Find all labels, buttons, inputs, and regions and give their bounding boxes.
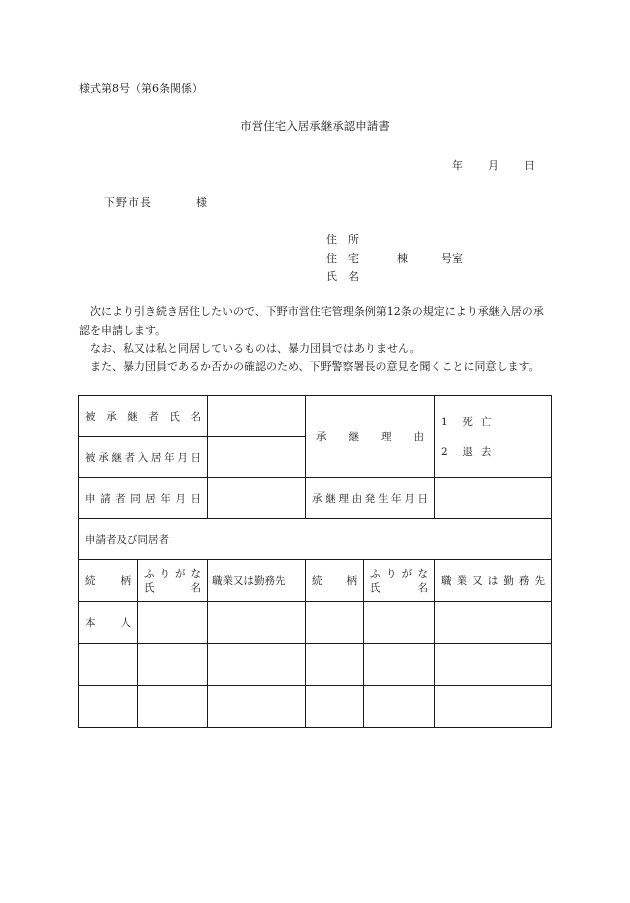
reason-date-label: 承 継 理 由 発 生 年 月 日 [306, 478, 435, 519]
form-number: 様式第8号（第6条関係） [79, 82, 203, 95]
body-paragraph-2: なお、私又は私と同居しているものは、暴力団員ではありません。 [79, 342, 421, 355]
building-label: 棟 [397, 252, 408, 265]
col-furigana-name: ふ り が な 氏 名 [138, 560, 208, 602]
successor-name-label: 被 承 継 者 氏 名 [79, 396, 208, 437]
table-cell[interactable] [435, 686, 552, 728]
addressee-name: 下野市長 [104, 196, 152, 209]
table-cell[interactable] [208, 644, 306, 686]
body-paragraph-3: また、暴力団員であるか否かの確認のため、下野警察署長の意見を聞くことに同意します。 [79, 360, 540, 373]
col-relation: 続 柄 [79, 560, 138, 602]
reason-options[interactable] [435, 396, 552, 478]
date-day: 日 [524, 159, 535, 172]
table-cell[interactable] [79, 686, 138, 728]
table-cell[interactable] [306, 644, 364, 686]
form-title: 市営住宅入居承継承認申請書 [240, 119, 390, 133]
addressee-honorific: 様 [196, 196, 207, 209]
successor-date-field[interactable] [208, 437, 306, 478]
applicant-date-label: 申 請 者 同 居 年 月 日 [79, 478, 208, 519]
address-label: 住 所 [326, 233, 359, 246]
col-occupation: 職業又は勤務先 [208, 560, 306, 602]
table-cell[interactable] [208, 602, 306, 644]
reason-label: 承 継 理 由 [306, 396, 435, 478]
col-occupation-2: 職 業 又 は 勤 務 先 [435, 560, 552, 602]
date-year: 年 [452, 159, 463, 172]
table-cell[interactable] [306, 686, 364, 728]
table-cell[interactable] [435, 602, 552, 644]
successor-date-label: 被 承 継 者 入 居 年 月 日 [79, 437, 208, 478]
succession-form-table [78, 395, 552, 728]
name-label: 氏 名 [326, 270, 359, 283]
table-cell[interactable] [364, 644, 435, 686]
table-cell[interactable] [364, 602, 435, 644]
table-cell[interactable] [138, 644, 208, 686]
successor-name-field[interactable] [208, 396, 306, 437]
room-label: 号室 [441, 252, 463, 265]
applicant-date-field[interactable] [208, 478, 306, 519]
table-cell[interactable] [364, 686, 435, 728]
table-cell[interactable] [138, 686, 208, 728]
col-relation-2: 続 柄 [306, 560, 364, 602]
section-label: 申請者及び同居者 [79, 519, 552, 560]
reason-option-death[interactable]: 1 死亡 [441, 415, 500, 428]
body-paragraph-1: 次により引き続き居住したいので、下野市営住宅管理条例第12条の規定により承継入居の承認を申請します。 [79, 305, 544, 337]
reason-date-field[interactable] [435, 478, 552, 519]
table-cell[interactable] [79, 644, 138, 686]
table-cell[interactable] [208, 686, 306, 728]
col-furigana-name-2: ふ り が な 氏 名 [364, 560, 435, 602]
table-cell[interactable] [306, 602, 364, 644]
housing-label: 住 宅 [326, 252, 359, 265]
table-cell[interactable] [138, 602, 208, 644]
self-label: 本 人 [79, 602, 138, 644]
table-cell[interactable] [435, 644, 552, 686]
date-month: 月 [488, 159, 499, 172]
reason-option-moveout[interactable]: 2 退去 [441, 445, 500, 458]
